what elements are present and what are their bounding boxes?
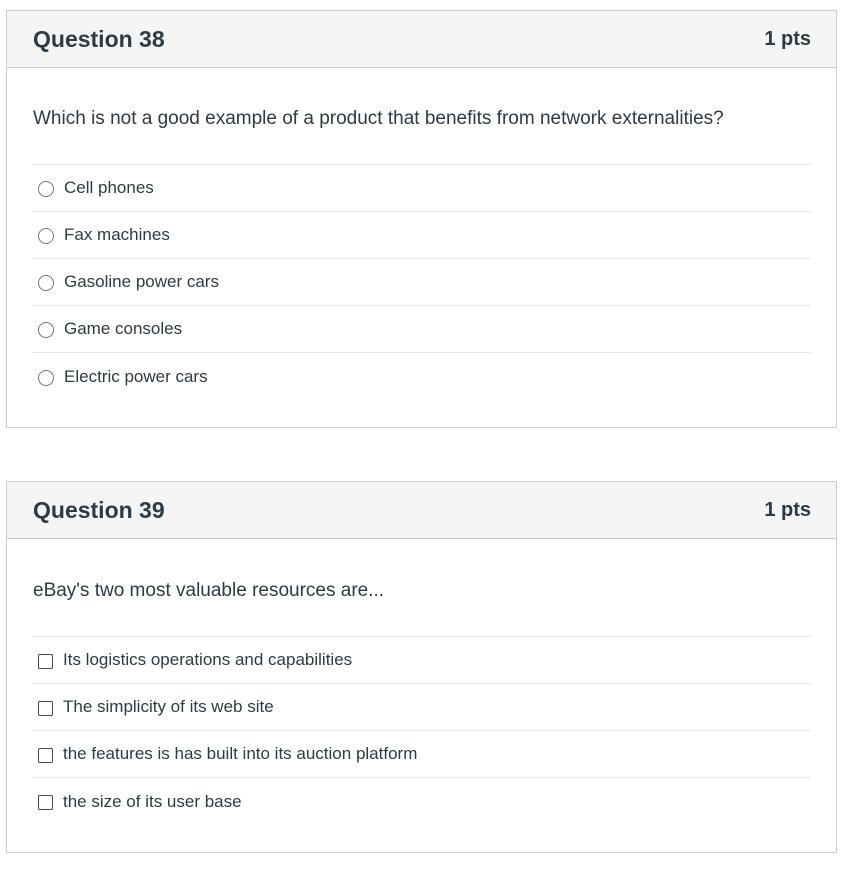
radio-button[interactable] xyxy=(38,181,54,197)
answer-option-logistics[interactable] xyxy=(32,637,811,684)
question-title: Question 38 xyxy=(33,25,165,52)
checkbox[interactable] xyxy=(38,795,53,810)
checkbox[interactable] xyxy=(38,701,53,716)
answer-option-game-consoles[interactable] xyxy=(32,306,811,353)
question-text: eBay's two most valuable resources are... xyxy=(33,580,385,601)
answer-label[interactable]: Gasoline power cars xyxy=(64,272,219,291)
answer-label[interactable]: Fax machines xyxy=(64,225,170,244)
answer-list xyxy=(32,164,811,400)
radio-button[interactable] xyxy=(38,370,54,386)
question-points: 1 pts xyxy=(764,27,811,50)
question-39-card xyxy=(6,481,837,853)
question-header xyxy=(7,11,836,68)
answer-label[interactable]: the features is has built into its auction platform xyxy=(63,744,418,763)
answer-option-electric-power-cars[interactable] xyxy=(32,353,811,400)
checkbox[interactable] xyxy=(38,748,53,763)
radio-button[interactable] xyxy=(38,322,54,338)
answer-label[interactable]: Electric power cars xyxy=(64,366,208,386)
checkbox[interactable] xyxy=(38,654,53,669)
answer-label[interactable]: Its logistics operations and capabilities xyxy=(63,650,353,669)
answer-option-user-base[interactable] xyxy=(32,778,811,825)
answer-label[interactable]: Cell phones xyxy=(64,178,154,197)
answer-option-gasoline-power-cars[interactable] xyxy=(32,259,811,306)
answer-label[interactable]: The simplicity of its web site xyxy=(63,697,274,716)
answer-option-web-site[interactable] xyxy=(32,684,811,731)
answer-option-fax-machines[interactable] xyxy=(32,212,811,259)
radio-button[interactable] xyxy=(38,275,54,291)
question-38-card xyxy=(6,10,837,428)
question-points: 1 pts xyxy=(764,498,811,521)
question-text: Which is not a good example of a product that benefits from network externalities? xyxy=(33,108,724,129)
answer-option-auction-features[interactable] xyxy=(32,731,811,778)
radio-button[interactable] xyxy=(38,228,54,244)
answer-label[interactable]: Game consoles xyxy=(64,319,183,338)
question-title: Question 39 xyxy=(33,496,165,523)
question-header xyxy=(7,482,836,539)
answer-list xyxy=(32,636,811,825)
answer-option-cell-phones[interactable] xyxy=(32,165,811,212)
answer-label[interactable]: the size of its user base xyxy=(63,791,242,811)
